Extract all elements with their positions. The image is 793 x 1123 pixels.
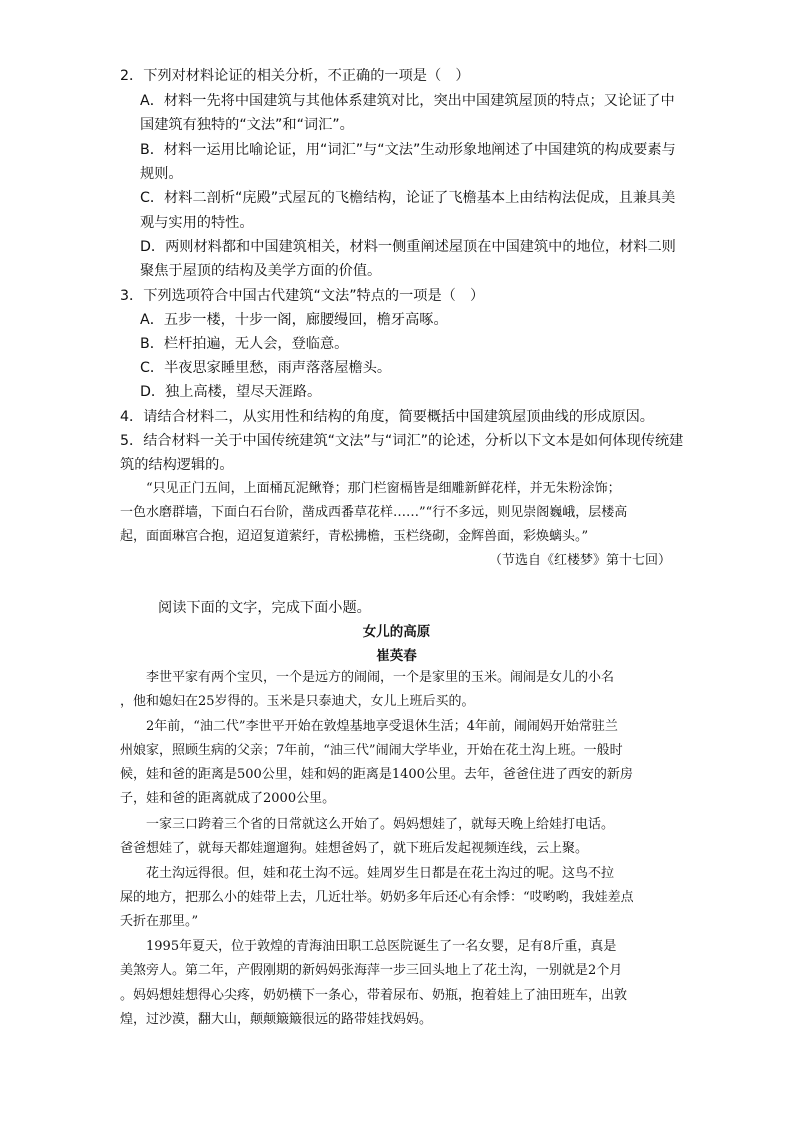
body-line: 候，娃和爸的距离是500公里，娃和妈的距离是1400公里。去年，爸爸住进了西安的新房 [120,767,633,782]
body-line: ，他和媳妇在25岁得的。玉米是只泰迪犬，女儿上班后买的。 [120,694,475,709]
body-line: 子，娃和爸的距离就成了2000公里。 [120,791,336,806]
question-3-option-b: B．栏杆拍遍，无人会，登临意。 [140,336,349,352]
quote-source: （节选自《红楼梦》第十七回） [488,553,671,568]
quote-line-1: “只见正门五间，上面桶瓦泥鳅脊；那门栏窗槅皆是细雕新鲜花样，并无朱粉涂饰； [146,481,621,496]
reading-instruction: 阅读下面的文字，完成下面小题。 [158,600,371,616]
body-line: 李世平家有两个宝贝，一个是远方的闹闹，一个是家里的玉米。闹闹是女儿的小名 [146,670,615,685]
body-line: 花土沟远得很。但，娃和花土沟不远。娃周岁生日都是在花土沟过的呢。这鸟不拉 [146,866,615,881]
question-2-option-b-cont: 规则。 [140,166,183,182]
body-line: 一家三口跨着三个省的日常就这么开始了。妈妈想娃了，就每天晚上给娃打电话。 [146,817,615,832]
question-2-option-a: A．材料一先将中国建筑与其他体系建筑对比，突出中国建筑屋顶的特点；又论证了中 [140,93,675,109]
body-line: 1995年夏天，位于敦煌的青海油田职工总医院诞生了一名女婴，足有8斤重，真是 [146,939,617,954]
body-line: 美煞旁人。第二年，产假刚期的新妈妈张海萍一步三回头地上了花土沟，一别就是2个月 [120,963,623,978]
question-5-line-1: 5．结合材料一关于中国传统建筑“文法”与“词汇”的论述，分析以下文本是如何体现传统建 [120,433,684,449]
body-line: 煌，过沙漠，翻大山，颠颠簸簸很远的路带娃找妈妈。 [120,1012,433,1027]
question-3-option-c: C．半夜思家睡里愁，雨声落落屋檐头。 [140,360,392,376]
question-2-option-d: D．两则材料都和中国建筑相关，材料一侧重阐述屋顶在中国建筑中的地位，材料二则 [140,239,676,255]
body-line: 州娘家，照顾生病的父亲；7年前，“油三代”闹闹大学毕业，开始在花土沟上班。一般时 [120,743,623,758]
body-line: 屎的地方，把那么小的娃带上去，几近壮举。奶奶多年后还心有余悸：“哎哟哟，我娃差点 [120,890,634,905]
question-2-option-d-cont: 聚焦于屋顶的结构及美学方面的价值。 [140,263,382,279]
question-2-option-c-cont: 观与实用的特性。 [140,215,254,231]
body-line: 2年前，“油二代”李世平开始在敦煌基地享受退休生活；4年前，闹闹妈开始常驻兰 [146,719,618,734]
quote-line-2: 一色水磨群墙，下面白石台阶，凿成西番草花样……”“行不多远，则见崇阁巍峨，层楼高 [120,505,628,520]
question-4: 4．请结合材料二，从实用性和结构的角度，简要概括中国建筑屋顶曲线的形成原因。 [120,409,654,425]
question-2-stem: 2．下列对材料论证的相关分析，不正确的一项是（ ） [120,68,470,84]
question-2-option-c: C．材料二剖析“庑殿”式屋瓦的飞檐结构，论证了飞檐基本上由结构法促成，且兼具美 [140,190,676,206]
question-2-option-b: B．材料一运用比喻论证，用“词汇”与“文法”生动形象地阐述了中国建筑的构成要素与 [140,142,676,158]
question-2-option-a-cont: 国建筑有独特的“文法”和“词汇”。 [140,117,354,133]
question-5-line-2: 筑的结构逻辑的。 [120,457,234,473]
article-title: 女儿的高原 [362,624,431,640]
question-3-stem: 3．下列选项符合中国古代建筑“文法”特点的一项是（ ） [120,288,485,304]
body-line: 。妈妈想娃想得心尖疼，奶奶横下一条心，带着尿布、奶瓶，抱着娃上了油田班车，出敦 [120,988,628,1003]
article-author: 崔英春 [376,648,417,664]
body-line: 爸爸想娃了，就每天都娃遛遛狗。娃想爸妈了，就下班后发起视频连线，云上聚。 [120,841,589,856]
question-3-option-d: D．独上高楼，望尽天涯路。 [140,384,322,400]
body-line: 夭折在那里。” [120,914,199,929]
quote-line-3: 起，面面琳宫合抱，迢迢复道萦纡，青松拂檐，玉栏绕砌，金辉兽面，彩焕螭头。” [120,529,589,544]
question-3-option-a: A．五步一楼，十步一阁，廊腰缦回，檐牙高啄。 [140,312,448,328]
